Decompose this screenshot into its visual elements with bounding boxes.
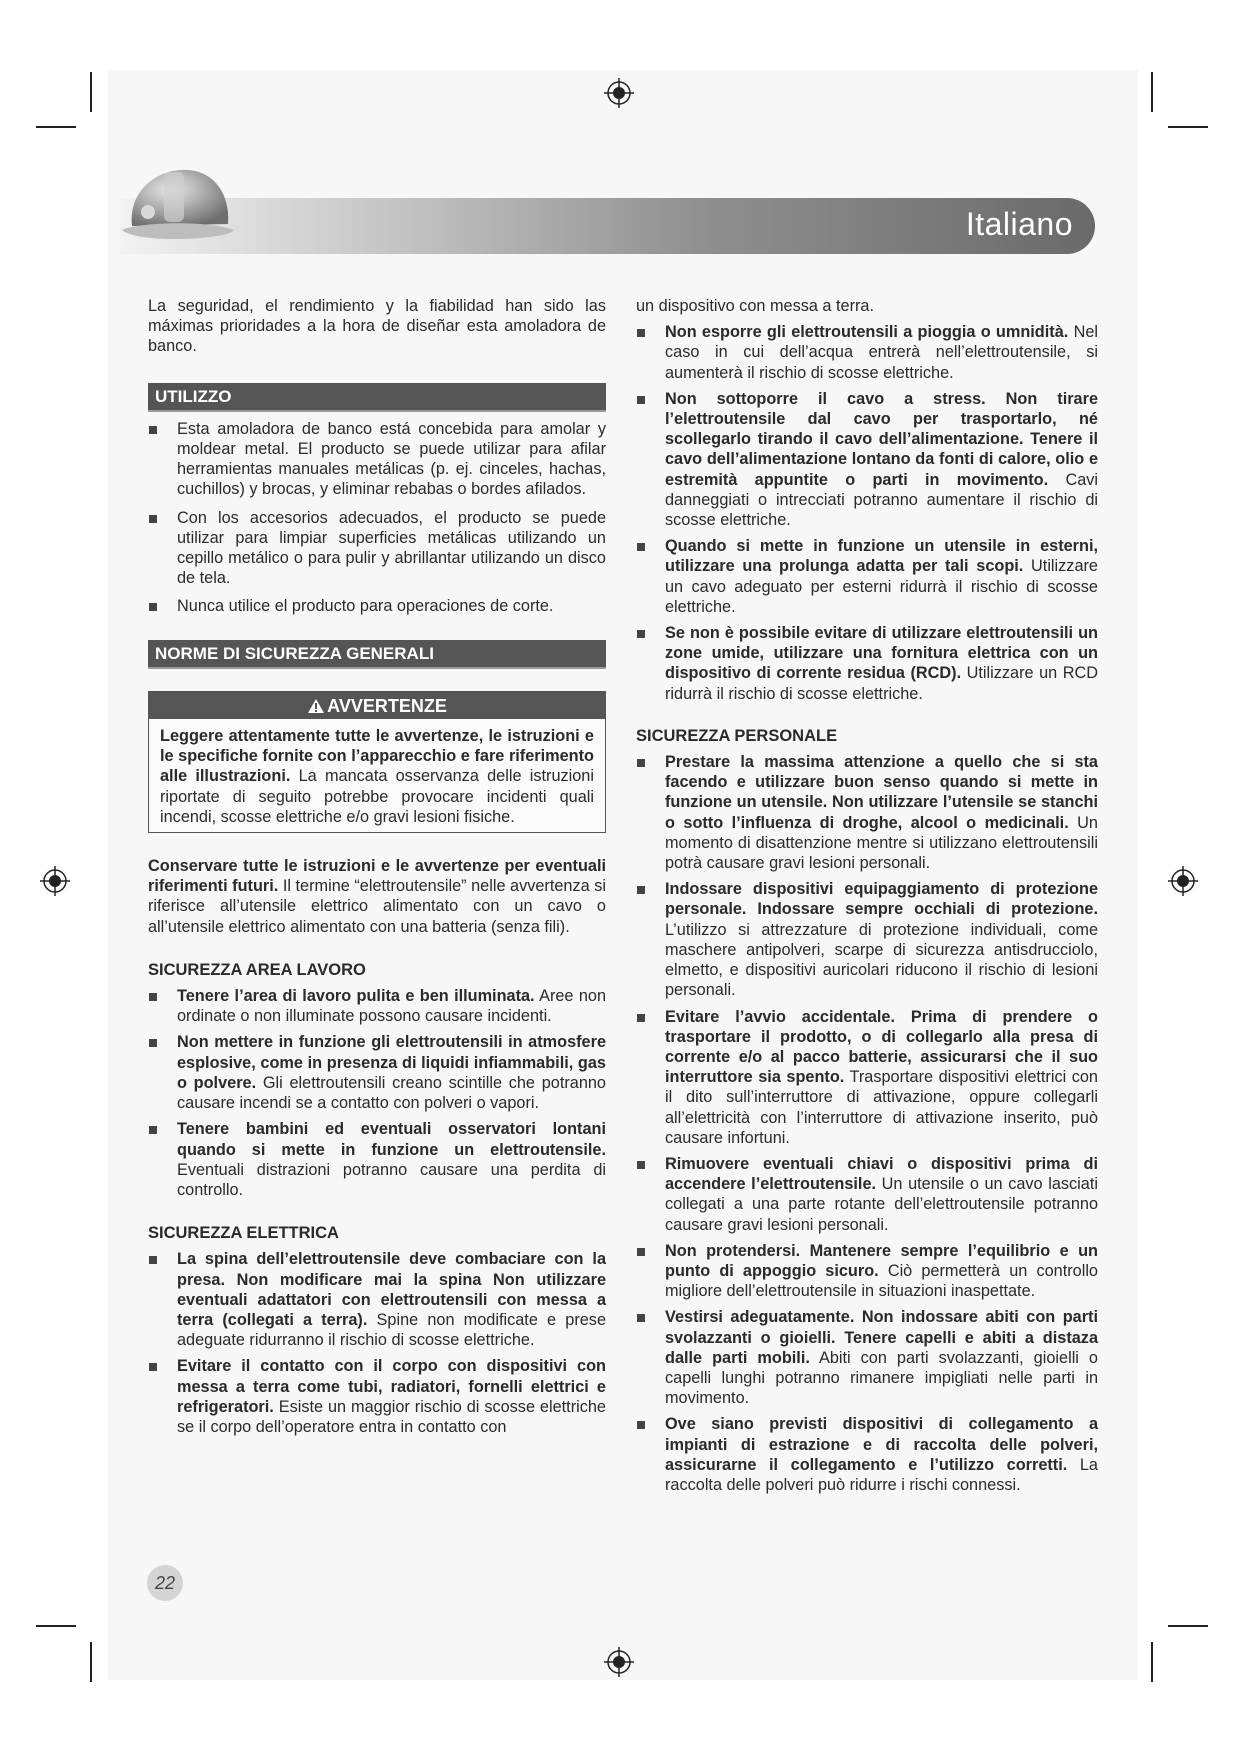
list-item: Evitare l’avvio accidentale. Prima di prendere o trasportare il prodotto, o di collegarlo alla presa di corrente e/o al pacco batterie, assicurarsi che il suo interruttore sia spento. Trasportare dispositivi elettrici con il dito sull’interruttore di attivazione, oppure collegarli all’elettricità con l’interruttore di attivazione inserito, può causare infortuni.	[636, 1007, 1098, 1148]
registration-mark-icon	[604, 78, 634, 108]
list-item: Non protendersi. Mantenere sempre l’equilibrio e un punto di appoggio sicuro. Ciò permetterà un controllo migliore dell’elettroutensile in situazioni inaspettate.	[636, 1241, 1098, 1302]
list-item: Nunca utilice el producto para operaciones de corte.	[148, 596, 606, 616]
list-item: Non mettere in funzione gli elettroutensili in atmosfere esplosive, come in presenza di liquidi infiammabili, gas o polvere. Gli elettroutensili creano scintille che potranno causare incendi se a contatto con polveri o vapori.	[148, 1032, 606, 1113]
list-item: Rimuovere eventuali chiavi o dispositivi prima di accendere l’elettroutensile. Un utensile o un cavo lasciati collegati a una parte rotante dell’elettroutensile potranno causare gravi lesioni personali.	[636, 1154, 1098, 1235]
crop-mark	[90, 1642, 92, 1682]
warning-text: La mancata osservanza delle istruzioni riportate di seguito potrebbe provocare incidenti quali incendi, scosse elettriche e/o gravi lesioni fisiche.	[160, 767, 594, 826]
continuation-text: un dispositivo con messa a terra.	[636, 297, 875, 315]
list-item: Tenere l’area di lavoro pulita e ben illuminata. Aree non ordinate o non illuminate possono causare incidenti.	[148, 986, 606, 1026]
heading-elettrica: SICUREZZA ELETTRICA	[148, 1224, 339, 1243]
list-item: Evitare il contatto con il corpo con dispositivi con messa a terra come tubi, radiatori, fornelli elettrici e refrigeratori. Esiste un maggior rischio di scosse elettriche se il corpo dell’operatore entra in contatto con	[148, 1356, 606, 1437]
list-item: Non sottoporre il cavo a stress. Non tirare l’elettroutensile dal cavo per trasportarlo, né scollegarlo tirando il cavo dell’alimentazione. Tenere il cavo dell’alimentazione lontano da fonti di calore, olio e estremità appuntite o parti in movimento. Cavi danneggiati o intrecciati potranno aumentare il rischio di scosse elettriche.	[636, 389, 1098, 530]
warning-title: AVVERTENZE	[327, 695, 447, 716]
list-item: Quando si mette in funzione un utensile in esterni, utilizzare una prolunga adatta per tali scopi. Utilizzare un cavo adeguato per esterni ridurrà il rischio di scosse elettriche.	[636, 536, 1098, 617]
conservare-bold-text: Conservare tutte le istruzioni e le avvertenze per eventuali riferimenti futuri.	[148, 857, 606, 896]
crop-mark	[1168, 126, 1208, 128]
list-item: Con los accesorios adecuados, el producto se puede utilizar para limpiar superficies metálicas utilizando un cepillo metálico o para pulir y abrillantar utilizando un disco de tela.	[148, 508, 606, 589]
list-item: Ove siano previsti dispositivi di collegamento a impianti di estrazione e di raccolta delle polveri, assicurarne il collegamento e l’utilizzo corretti. La raccolta delle polveri può ridurre i rischi connessi.	[636, 1414, 1098, 1495]
list-item: Indossare dispositivi equipaggiamento di protezione personale. Indossare sempre occhiali di protezione. L’utilizzo si attrezzature di protezione individuali, come maschere antipolveri, scarpe di sicurezza antisdrucciolo, elmetto, e dispositivi auricolari riducono il rischio di lesioni personali.	[636, 879, 1098, 1000]
utilizzo-list	[148, 419, 606, 617]
page-number: 22	[147, 1565, 183, 1601]
list-item: Tenere bambini ed eventuali osservatori lontani quando si mette in funzione un elettroutensile. Eventuali distrazioni potranno causare una perdita di controllo.	[148, 1119, 606, 1200]
language-title: Italiano	[965, 206, 1073, 242]
registration-mark-icon	[40, 866, 70, 896]
elettrica-list	[148, 1249, 606, 1437]
registration-mark-icon	[1168, 866, 1198, 896]
list-item: Esta amoladora de banco está concebida para amolar y moldear metal. El producto se puede utilizar para afilar herramientas manuales metálicas (p. ej. cinceles, hachas, cuchillos) y brocas, y eliminar rebabas o bordes afilados.	[148, 419, 606, 500]
crop-mark	[36, 1625, 76, 1627]
list-item: Prestare la massima attenzione a quello che si sta facendo e utilizzare buon senso quando si mette in funzione un utensile. Non utilizzare l’utensile se stanchi o sotto l’influenza di droghe, alcool o medicinali. Un momento di disattenzione mentre si utilizzano elettroutensili potrà causare gravi lesioni personali.	[636, 752, 1098, 873]
crop-mark	[1151, 72, 1153, 112]
heading-area-lavoro: SICUREZZA AREA LAVORO	[148, 960, 366, 979]
right-column	[636, 296, 1098, 1495]
conservare-text: Il termine “elettroutensile” nelle avvertenza si riferisce all’utensile elettrico alimentato con un cavo o all’utensile elettrico alimentato con una batteria (senza fili).	[148, 877, 606, 936]
language-header	[120, 198, 1095, 254]
left-column	[148, 296, 606, 1437]
crop-mark	[1151, 1642, 1153, 1682]
list-item: Vestirsi adeguatamente. Non indossare abiti con parti svolazzanti o gioielli. Tenere capelli e abiti a distaza dalle parti mobili. Abiti con parti svolazzanti, gioielli o capelli lunghi potranno rimanere impigliati nelle parti in movimento.	[636, 1307, 1098, 1408]
list-item: Se non è possibile evitare di utilizzare elettroutensili un zone umide, utilizzare una fornitura elettrica con un dispositivo di corrente residua (RCD). Utilizzare un RCD ridurrà il rischio di scosse elettriche.	[636, 623, 1098, 704]
safety-helmet-icon	[118, 160, 236, 256]
elettrica-list-continued	[636, 322, 1098, 704]
crop-mark	[90, 72, 92, 112]
warning-triangle-icon	[307, 698, 325, 714]
warning-body	[149, 719, 605, 832]
section-bar-norme: NORME DI SICUREZZA GENERALI	[148, 640, 606, 669]
crop-mark	[1168, 1625, 1208, 1627]
list-item: Non esporre gli elettroutensili a pioggia o umnidità. Nel caso in cui dell’acqua entrerà nell’elettroutensile, si aumenterà il rischio di scosse elettriche.	[636, 322, 1098, 383]
section-bar-utilizzo: UTILIZZO	[148, 383, 606, 412]
intro-text: La seguridad, el rendimiento y la fiabilidad han sido las máximas prioridades a la hora de diseñar esta amoladora de banco.	[148, 297, 606, 356]
warning-header	[149, 692, 605, 719]
registration-mark-icon	[604, 1647, 634, 1677]
conservare-paragraph	[148, 856, 606, 937]
warning-box	[148, 691, 606, 833]
area-lavoro-list	[148, 986, 606, 1200]
warning-bold-text: Leggere attentamente tutte le avvertenze, le istruzioni e le specifiche fornite con l’apparecchio e fare riferimento alle illustrazioni.	[160, 727, 594, 786]
list-item: La spina dell’elettroutensile deve combaciare con la presa. Non modificare mai la spina Non utilizzare eventuali adattatori con elettroutensili con messa a terra (collegati a terra). Spine non modificate e prese adeguate ridurranno il rischio di scosse elettriche.	[148, 1249, 606, 1350]
heading-personale: SICUREZZA PERSONALE	[636, 726, 838, 745]
personale-list	[636, 752, 1098, 1495]
crop-mark	[36, 126, 76, 128]
